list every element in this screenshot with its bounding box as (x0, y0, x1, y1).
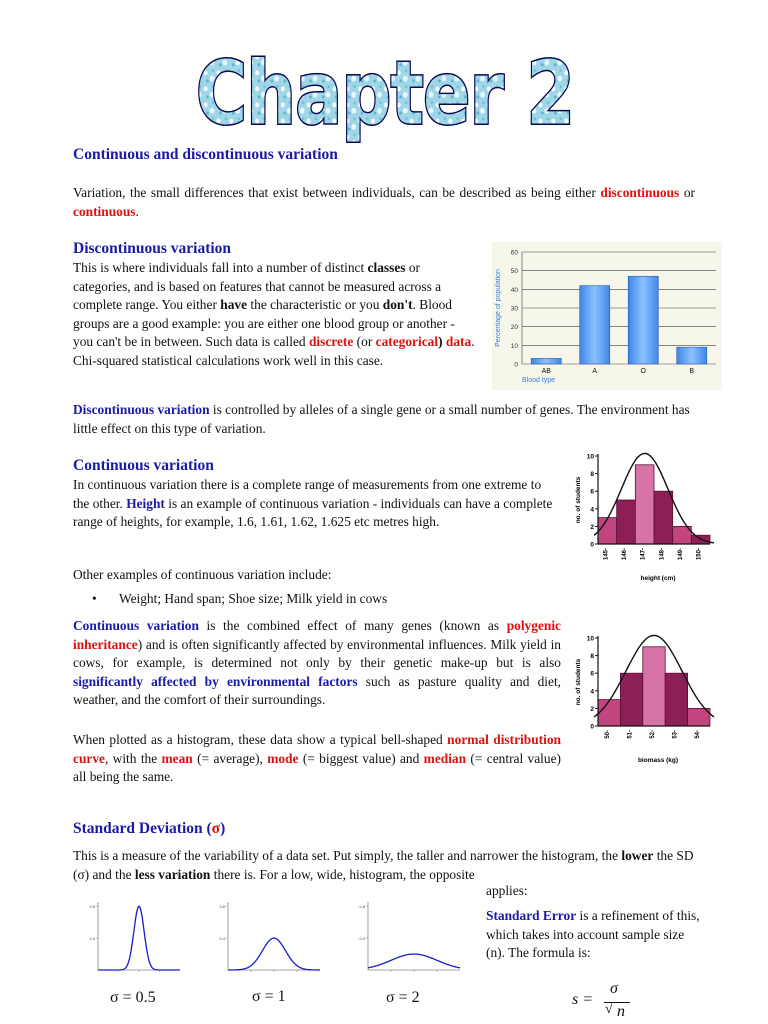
y-axis-label: no. of students (575, 476, 582, 524)
x-axis-label: Blood type (522, 377, 556, 384)
y-axis-label: no. of students (575, 658, 582, 706)
x-tick-label: 50- (605, 730, 612, 739)
bullet-list-item: • Weight; Hand span; Shoe size; Milk yield in cows (92, 590, 387, 609)
y-tick-label: 40 (510, 286, 518, 294)
normal-curve-sd-0-5 (86, 898, 186, 980)
polygenic-paragraph: Continuous variation is the combined effect of many genes (known as polygenic inheritance) and is often significantly affected by environmental influences. Milk yield in cows, for example, is determined not only by their genetic make-up but is also significantly affected by environmental factors such as pasture quality and diet, weather, and the comfort of their surroundings. (73, 618, 562, 708)
y-tick-label: 0.4 (219, 936, 225, 941)
x-axis-label: height (cm) (640, 575, 676, 582)
x-tick-label: 149- (678, 548, 684, 561)
histogram-bar (620, 673, 642, 726)
x-tick-label: 52- (650, 730, 656, 739)
histogram-bar (654, 491, 673, 544)
histogram-bar (598, 700, 620, 726)
normal-curve-line (98, 906, 180, 970)
y-tick-label: 6 (590, 670, 594, 678)
y-tick-label: 8 (590, 471, 594, 479)
standard-error-paragraph: Standard Error is a refinement of this, which takes into account sample size (n). The formula is: (486, 908, 700, 961)
y-tick-label: 6 (590, 488, 594, 496)
heading-standard-deviation: Standard Deviation (σ) (73, 820, 226, 837)
y-tick-label: 10 (510, 342, 518, 350)
y-tick-label: 0.8 (359, 904, 365, 909)
normal-curve-sd-2 (356, 898, 466, 980)
x-tick-label: 147- (640, 548, 647, 561)
formula-lhs: s = (572, 991, 594, 1008)
histogram-bar (617, 500, 636, 544)
sd-applies-text: applies: (486, 883, 528, 898)
x-tick-label: 51- (627, 730, 634, 739)
y-tick-label: 0.4 (359, 936, 365, 941)
y-tick-label: 4 (590, 688, 594, 696)
formula-numerator: σ (610, 980, 618, 997)
y-tick-label: 20 (510, 324, 518, 332)
normal-curve-sd-1 (216, 898, 326, 980)
y-tick-label: 2 (590, 705, 594, 713)
y-tick-label: 0.4 (89, 936, 95, 941)
heading-discontinuous: Discontinuous variation (73, 240, 232, 257)
x-tick-label: AB (541, 368, 551, 375)
x-tick-label: A (592, 368, 598, 375)
y-tick-label: 30 (510, 305, 518, 313)
y-tick-label: 0 (590, 723, 594, 731)
height-histogram (572, 446, 720, 586)
y-tick-label: 10 (586, 453, 594, 461)
normal-distribution-paragraph: When plotted as a histogram, these data show a typical bell-shaped normal distribution curve, with the mean (= average), mode (= biggest value) and median (= central value) all being the same. (73, 732, 562, 785)
y-tick-label: 60 (510, 249, 518, 257)
x-tick-label: B (689, 368, 695, 375)
bar-O (628, 276, 658, 364)
heading-continuous: Continuous variation (73, 457, 214, 474)
sigma-label-2: σ = 2 (386, 989, 420, 1006)
intro-paragraph: Variation, the small differences that exist between individuals, can be described as being either discontinuous or continuous. (73, 185, 695, 219)
x-tick-label: 145- (603, 548, 610, 561)
y-tick-label: 8 (590, 653, 594, 661)
bar-A (580, 286, 610, 364)
y-tick-label: 0 (514, 361, 518, 369)
y-tick-label: 0 (590, 541, 594, 549)
y-tick-label: 4 (590, 506, 594, 514)
y-tick-label: 2 (590, 523, 594, 531)
sd-paragraph: This is a measure of the variability of a data set. Put simply, the taller and narrower the histogram, the lower the SD (σ) and the less variation there is. For a low, wide, histogram, the opposite (73, 848, 694, 882)
x-tick-label: 148- (659, 548, 666, 561)
y-tick-label: 0.8 (219, 904, 225, 909)
formula-denominator: n (617, 1003, 625, 1020)
y-axis-label: Percentage of population (495, 269, 502, 347)
histogram-bar (665, 673, 687, 726)
x-tick-label: 53- (672, 730, 679, 739)
normal-curve-line (228, 938, 320, 970)
biomass-histogram (572, 628, 720, 768)
sigma-label-0-5: σ = 0.5 (110, 989, 156, 1006)
chapter-title (195, 42, 575, 145)
y-tick-label: 10 (586, 635, 594, 643)
blood-type-chart (492, 242, 722, 390)
bullet-icon: • (92, 591, 97, 606)
bar-AB (531, 358, 561, 364)
bar-B (677, 347, 707, 364)
chapter-title-text: Chapter 2 (195, 42, 575, 145)
x-tick-label: 150- (696, 548, 703, 561)
normal-curve-line (368, 954, 460, 968)
x-tick-label: 146- (622, 548, 628, 561)
y-tick-label: 0.8 (89, 904, 95, 909)
continuous-paragraph: In continuous variation there is a complete range of measurements from one extreme to the other. Height is an example of continuous variation - individuals can have a complete range of heights, for example, 1.6, 1.61, 1.62, 1.625 etc metres high. (73, 477, 553, 530)
histogram-bar (635, 465, 654, 544)
y-tick-label: 50 (510, 268, 518, 276)
sigma-label-1: σ = 1 (252, 988, 286, 1005)
discontinuous-paragraph: This is where individuals fall into a number of distinct classes or categories, and is based on features that cannot be measured across a complete range. You either have the characteristic or you don't. Blood groups are a good example: you are either one blood group or another - you can't be in between. Such data is called discrete (or categorical) data. Chi-squared statistical calculations work well in this case. (73, 260, 475, 368)
histogram-bar (598, 518, 617, 544)
other-examples-text: Other examples of continuous variation include: (73, 567, 332, 582)
discontinuous-genes-paragraph: Discontinuous variation is controlled by alleles of a single gene or a small number of genes. The environment has little effect on this type of variation. (73, 402, 690, 436)
heading-cont-discont: Continuous and discontinuous variation (73, 146, 338, 163)
standard-error-formula (572, 980, 642, 1024)
x-tick-label: O (640, 368, 646, 375)
x-axis-label: biomass (kg) (637, 757, 679, 764)
x-tick-label: 54- (694, 730, 701, 739)
histogram-bar (643, 647, 665, 726)
sqrt-icon: √ (605, 1002, 613, 1017)
